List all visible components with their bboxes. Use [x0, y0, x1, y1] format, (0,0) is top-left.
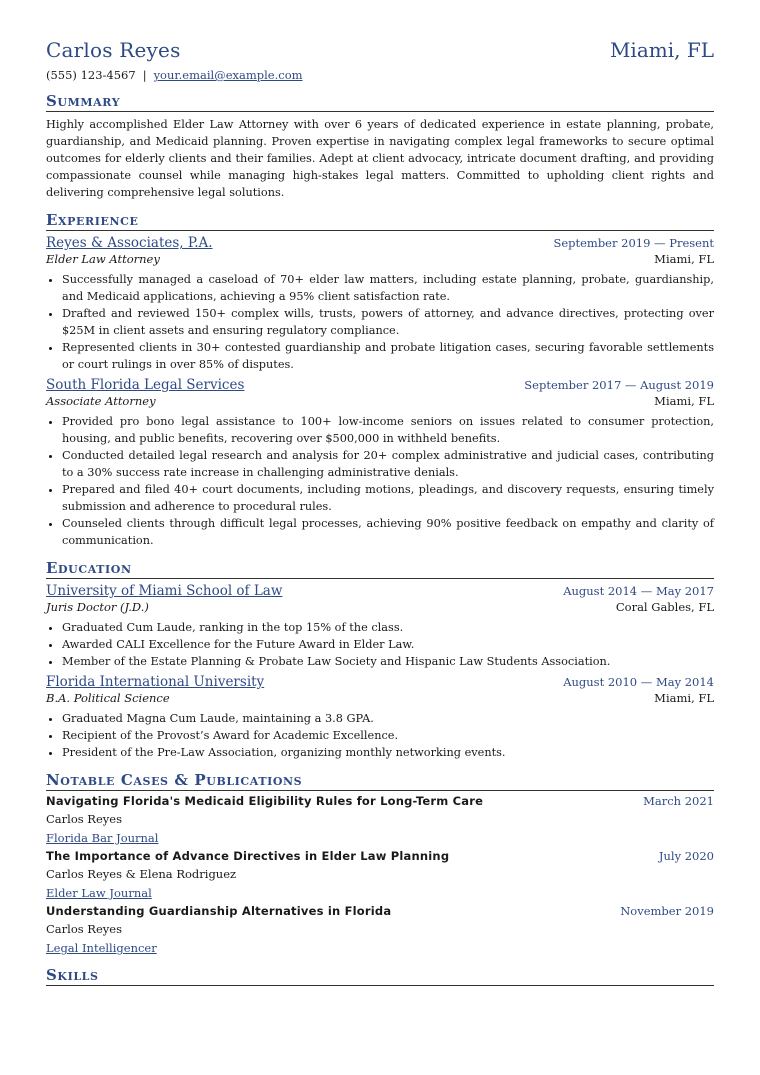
employment-dates: September 2019 — Present [553, 236, 714, 250]
education-entry [46, 674, 714, 761]
school-location: Coral Gables, FL [615, 600, 714, 614]
contact-line [46, 68, 714, 82]
publication-title: The Importance of Advance Directives in Elder Law Planning [46, 849, 450, 863]
resume-header [46, 38, 714, 62]
publications-heading: Notable Cases & Publications [46, 771, 714, 791]
education-heading: Education [46, 559, 714, 579]
bullet-item: • Prepared and filed 40+ court documents, including motions, pleadings, and discovery requests, ensuring timely submission and adherence to procedural rules. [62, 481, 714, 515]
bullet-item: • Represented clients in 30+ contested guardianship and probate litigation cases, securing favorable settlements or court rulings in over 85% of disputes. [62, 339, 714, 373]
publication-authors: Carlos Reyes [46, 812, 122, 826]
bullet-item: • Successfully managed a caseload of 70+ elder law matters, including estate planning, probate, guardianship, and Medicaid applications, achieving a 95% client satisfaction rate. [62, 271, 714, 305]
degree: Juris Doctor (J.D.) [46, 600, 149, 614]
bullet-item: • Provided pro bono legal assistance to 100+ low-income seniors on issues related to consumer protection, housing, and public benefits, recovering over $500,000 in withheld benefits. [62, 413, 714, 447]
experience-bullets [46, 271, 714, 373]
bullet-item: • Graduated Magna Cum Laude, maintaining a 3.8 GPA. [62, 710, 714, 727]
publication-entry [46, 794, 714, 846]
education-dates: August 2010 — May 2014 [563, 675, 714, 689]
education-entry [46, 583, 714, 670]
bullet-item: • Member of the Estate Planning & Probate Law Society and Hispanic Law Students Association. [62, 653, 714, 670]
bullet-item: • Recipient of the Provost’s Award for Academic Excellence. [62, 727, 714, 744]
skills-heading: Skills [46, 966, 714, 986]
email-link[interactable]: your.email@example.com [153, 68, 303, 82]
resume-content [46, 38, 714, 986]
bullet-item: • Drafted and reviewed 150+ complex wills, trusts, powers of attorney, and advance directives, protecting over $25M in client assets and ensuring regulatory compliance. [62, 305, 714, 339]
experience-entry [46, 377, 714, 549]
experience-entry [46, 235, 714, 373]
job-title: Associate Attorney [46, 394, 156, 408]
publication-entry [46, 849, 714, 901]
experience-heading: Experience [46, 211, 714, 231]
publication-date: March 2021 [643, 794, 714, 808]
experience-bullets [46, 413, 714, 549]
employer-link[interactable]: South Florida Legal Services [46, 377, 245, 393]
job-location: Miami, FL [654, 252, 714, 266]
bullet-item: • President of the Pre-Law Association, organizing monthly networking events. [62, 744, 714, 761]
candidate-name: Carlos Reyes [46, 38, 181, 62]
publication-venue-link[interactable]: Elder Law Journal [46, 886, 152, 900]
publication-authors: Carlos Reyes & Elena Rodriguez [46, 867, 237, 881]
school-link[interactable]: University of Miami School of Law [46, 583, 283, 599]
degree: B.A. Political Science [46, 691, 170, 705]
bullet-item: • Counseled clients through difficult legal processes, achieving 90% positive feedback on empathy and clarity of communication. [62, 515, 714, 549]
school-location: Miami, FL [654, 691, 714, 705]
publication-date: July 2020 [658, 849, 714, 863]
employer-link[interactable]: Reyes & Associates, P.A. [46, 235, 213, 251]
summary-heading: Summary [46, 92, 714, 112]
bullet-item: • Graduated Cum Laude, ranking in the top 15% of the class. [62, 619, 714, 636]
publication-title: Navigating Florida's Medicaid Eligibility Rules for Long-Term Care [46, 794, 484, 808]
bullet-item: • Awarded CALI Excellence for the Future Award in Elder Law. [62, 636, 714, 653]
summary-text: Highly accomplished Elder Law Attorney with over 6 years of dedicated experience in estate planning, probate, guardianship, and Medicaid planning. Proven expertise in navigating complex legal frameworks to secure optimal outcomes for elderly clients and their families. Adept at client advocacy, intricate document drafting, and providing compassionate counsel while managing high-stakes legal matters. Committed to upholding client rights and delivering comprehensive legal solutions. [46, 118, 714, 199]
candidate-location: Miami, FL [609, 38, 714, 62]
publication-entry [46, 904, 714, 956]
publication-venue-link[interactable]: Legal Intelligencer [46, 941, 157, 955]
bullet-item: • Conducted detailed legal research and analysis for 20+ complex administrative and judicial cases, contributing to a 30% success rate increase in challenging administrative denials. [62, 447, 714, 481]
phone-number: (555) 123-4567 [46, 68, 136, 82]
publication-venue-link[interactable]: Florida Bar Journal [46, 831, 159, 845]
education-bullets [46, 710, 714, 761]
job-location: Miami, FL [654, 394, 714, 408]
education-bullets [46, 619, 714, 670]
school-link[interactable]: Florida International University [46, 674, 265, 690]
employment-dates: September 2017 — August 2019 [524, 378, 714, 392]
contact-separator: | [142, 68, 147, 82]
publication-date: November 2019 [620, 904, 714, 918]
education-dates: August 2014 — May 2017 [563, 584, 714, 598]
publication-title: Understanding Guardianship Alternatives in Florida [46, 904, 392, 918]
job-title: Elder Law Attorney [46, 252, 160, 266]
publication-authors: Carlos Reyes [46, 922, 122, 936]
